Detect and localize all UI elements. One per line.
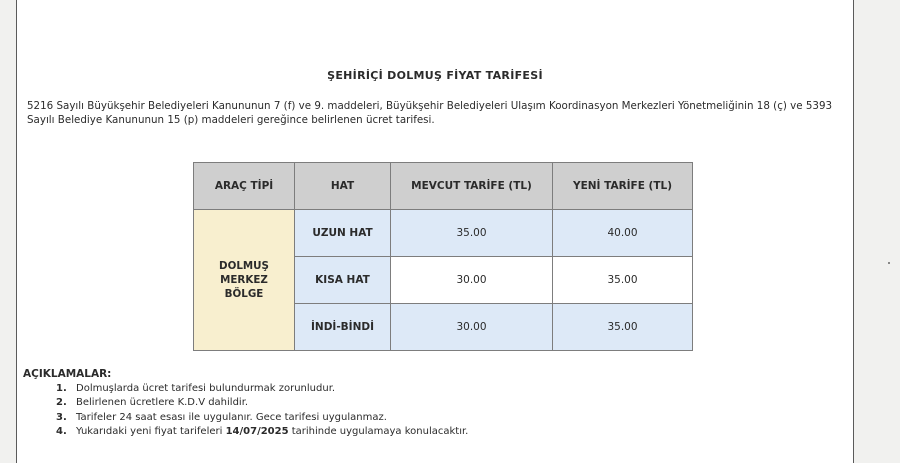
note-number: 2.	[56, 397, 67, 408]
header-vehicle-type: ARAÇ TİPİ	[194, 163, 295, 210]
new-tariff-cell: 40.00	[553, 210, 693, 257]
table-row	[194, 210, 693, 257]
table-header-row	[194, 163, 693, 210]
current-tariff-cell: 30.00	[391, 257, 553, 304]
note-number: 3.	[56, 411, 67, 423]
vehicle-type-line: MERKEZ	[220, 274, 268, 286]
tariff-table	[193, 162, 693, 351]
new-tariff-cell: 35.00	[553, 257, 693, 304]
list-item	[56, 411, 843, 426]
document-page	[16, 0, 854, 463]
line-name-cell: UZUN HAT	[295, 210, 391, 257]
new-tariff-cell: 35.00	[553, 304, 693, 351]
notes-list	[23, 382, 843, 440]
line-name-cell: İNDİ-BİNDİ	[295, 304, 391, 351]
note-number: 1.	[56, 382, 67, 394]
vehicle-type-line: BÖLGE	[224, 288, 264, 300]
note-text-post: tarihinde uygulamaya konulacaktır.	[288, 426, 469, 437]
note-text-pre: Yukarıdaki yeni fiyat tarifeleri	[76, 426, 226, 437]
effective-date: 14/07/2025	[225, 426, 289, 437]
scan-speck	[888, 262, 890, 264]
list-item	[56, 425, 843, 440]
list-item	[56, 382, 843, 397]
vehicle-type-cell	[194, 210, 295, 351]
current-tariff-cell: 30.00	[391, 304, 553, 351]
list-item	[56, 396, 843, 411]
notes-heading: AÇIKLAMALAR:	[23, 368, 112, 380]
note-text	[76, 425, 468, 440]
note-text: Dolmuşlarda ücret tarifesi bulundurmak zorunludur.	[76, 382, 336, 394]
line-name-cell: KISA HAT	[295, 257, 391, 304]
header-line: HAT	[295, 163, 391, 210]
note-number: 4.	[56, 426, 67, 437]
document-title: ŞEHİRİÇİ DOLMUŞ FİYAT TARİFESİ	[327, 69, 543, 82]
vehicle-type-line: DOLMUŞ	[219, 260, 269, 272]
note-text: Tarifeler 24 saat esası ile uygulanır. Gece tarifesi uygulanmaz.	[76, 411, 387, 423]
intro-paragraph: 5216 Sayılı Büyükşehir Belediyeleri Kanununun 7 (f) ve 9. maddeleri, Büyükşehir Belediyeleri Ulaşım Koordinasyon Merkezleri Yönetmeliğinin 18 (ç) ve 5393 Sayılı Belediye Kanununun 15 (p) maddeleri gereğince belirlenen ücret tarifesi.	[27, 100, 833, 126]
header-current-tariff: MEVCUT TARİFE (TL)	[391, 163, 553, 210]
current-tariff-cell: 35.00	[391, 210, 553, 257]
notes-section	[23, 367, 843, 440]
note-text: Belirlenen ücretlere K.D.V dahildir.	[76, 397, 249, 408]
header-new-tariff: YENİ TARİFE (TL)	[553, 163, 693, 210]
